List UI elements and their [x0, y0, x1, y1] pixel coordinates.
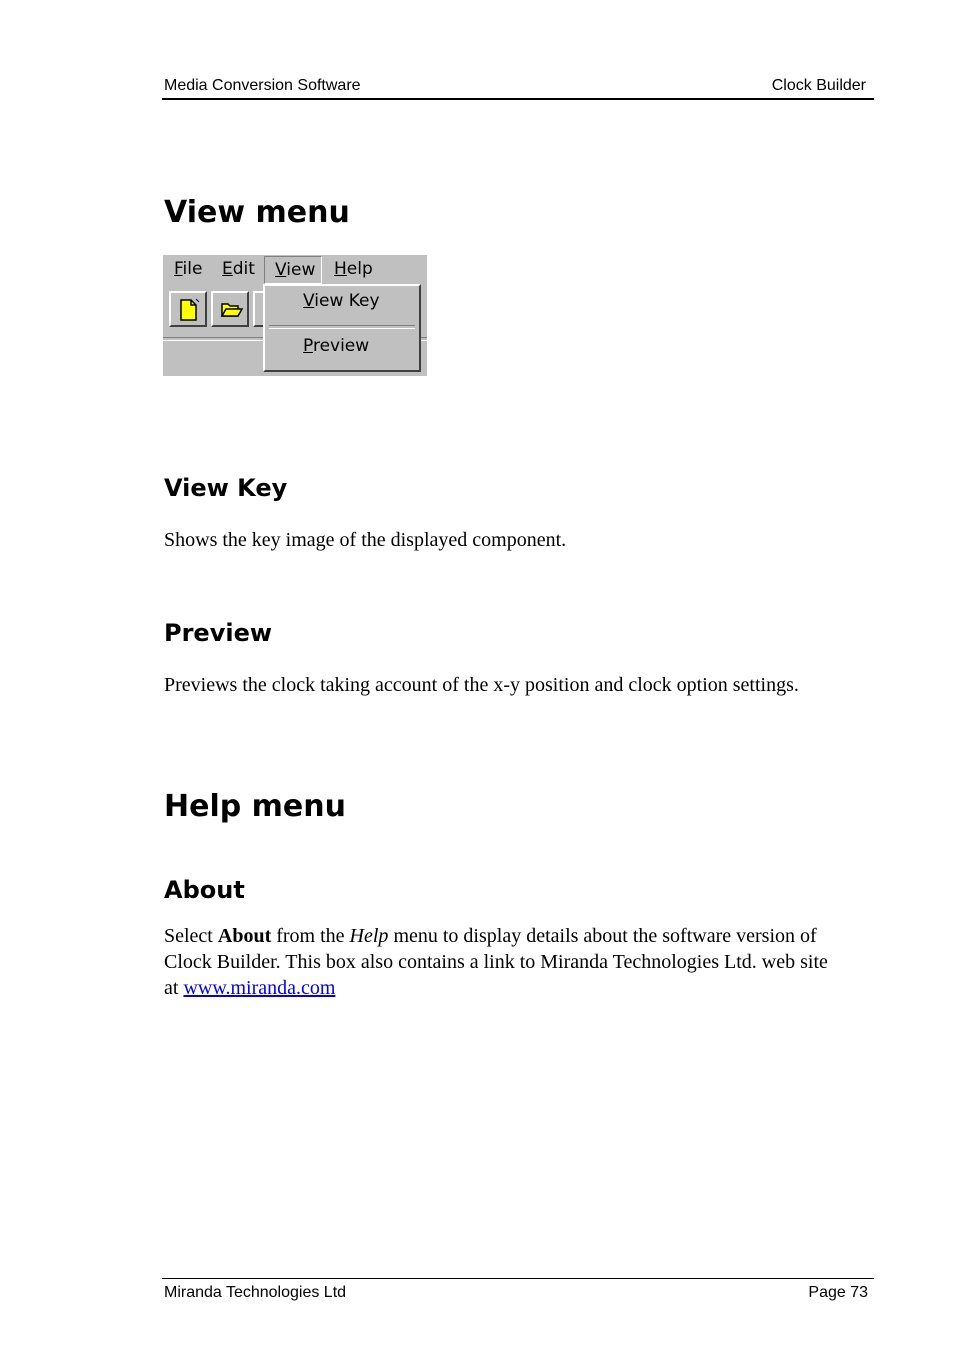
- menu-item-view-key[interactable]: View Key: [303, 291, 380, 311]
- heading-preview: Preview: [164, 619, 273, 647]
- menu-view[interactable]: View: [264, 256, 322, 284]
- menu-edit[interactable]: Edit: [222, 259, 255, 279]
- menubar: [163, 255, 427, 285]
- new-button[interactable]: [169, 291, 207, 327]
- menu-help[interactable]: Help: [334, 259, 373, 279]
- heading-view-menu: View menu: [164, 195, 350, 230]
- new-file-icon: [178, 298, 200, 322]
- page-footer: [162, 1278, 874, 1307]
- header-chapter: Clock Builder: [771, 77, 866, 94]
- header-doc-title: Media Conversion Software: [164, 77, 361, 94]
- heading-about: About: [164, 876, 245, 904]
- open-folder-icon: [220, 298, 244, 320]
- menu-item-preview[interactable]: Preview: [303, 336, 370, 356]
- heading-view-key: View Key: [164, 474, 288, 502]
- page-header: [162, 76, 874, 100]
- about-bold: About: [217, 925, 272, 947]
- menu-file[interactable]: File: [174, 259, 203, 279]
- preview-description: Previews the clock taking account of the x-y position and clock option settings.: [164, 674, 799, 696]
- heading-help-menu: Help menu: [164, 789, 346, 824]
- view-key-description: Shows the key image of the displayed component.: [164, 529, 567, 551]
- dropdown-separator: [269, 325, 415, 329]
- open-button[interactable]: [211, 291, 249, 327]
- footer-company: Miranda Technologies Ltd: [164, 1284, 347, 1301]
- view-dropdown-menu: [263, 284, 421, 372]
- help-italic: Help: [349, 925, 389, 947]
- miranda-website-link[interactable]: www.miranda.com: [183, 977, 336, 999]
- view-menu-screenshot: [163, 255, 427, 376]
- about-description: Select About from the Help menu to display details about the software version of Clock Builder. This box also contains a link to Miranda Technologies Ltd. web site at www.miranda.com: [164, 925, 828, 999]
- footer-page-number: Page 73: [808, 1284, 868, 1301]
